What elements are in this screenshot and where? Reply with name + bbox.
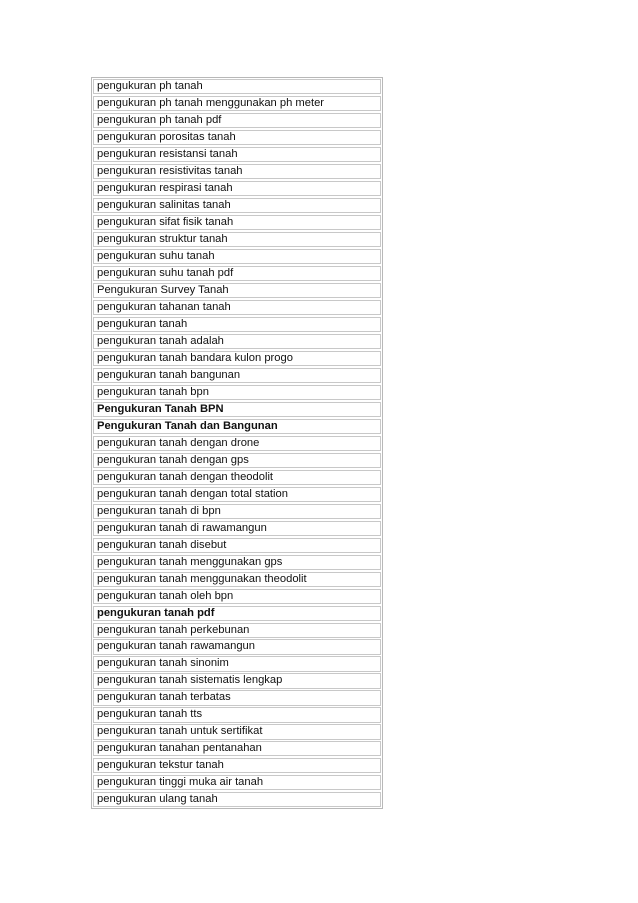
keyword-row[interactable]: pengukuran tanah sistematis lengkap bbox=[93, 673, 381, 688]
keyword-row[interactable]: pengukuran tanah pdf bbox=[93, 606, 381, 621]
keyword-row[interactable]: pengukuran salinitas tanah bbox=[93, 198, 381, 213]
keyword-row[interactable]: Pengukuran Survey Tanah bbox=[93, 283, 381, 298]
keyword-row[interactable]: pengukuran tanah tts bbox=[93, 707, 381, 722]
keyword-row[interactable]: pengukuran tanah rawamangun bbox=[93, 639, 381, 654]
keyword-row[interactable]: pengukuran resistivitas tanah bbox=[93, 164, 381, 179]
keyword-row[interactable]: pengukuran tanah adalah bbox=[93, 334, 381, 349]
keyword-row[interactable]: pengukuran respirasi tanah bbox=[93, 181, 381, 196]
keyword-row[interactable]: pengukuran ph tanah bbox=[93, 79, 381, 94]
keyword-row[interactable]: pengukuran suhu tanah pdf bbox=[93, 266, 381, 281]
keyword-row[interactable]: pengukuran ph tanah menggunakan ph meter bbox=[93, 96, 381, 111]
keyword-row[interactable]: pengukuran tanah dengan gps bbox=[93, 453, 381, 468]
keyword-row[interactable]: pengukuran tahanan tanah bbox=[93, 300, 381, 315]
keyword-row[interactable]: pengukuran tanah dengan drone bbox=[93, 436, 381, 451]
keyword-row[interactable]: pengukuran tanah bbox=[93, 317, 381, 332]
keyword-row[interactable]: pengukuran tanah bangunan bbox=[93, 368, 381, 383]
keyword-row[interactable]: pengukuran ph tanah pdf bbox=[93, 113, 381, 128]
keyword-row[interactable]: pengukuran tanah oleh bpn bbox=[93, 589, 381, 604]
keyword-row[interactable]: pengukuran tanah bpn bbox=[93, 385, 381, 400]
keyword-row[interactable]: pengukuran resistansi tanah bbox=[93, 147, 381, 162]
keyword-row[interactable]: pengukuran tanah perkebunan bbox=[93, 623, 381, 638]
keyword-row[interactable]: pengukuran suhu tanah bbox=[93, 249, 381, 264]
keyword-row[interactable]: Pengukuran Tanah dan Bangunan bbox=[93, 419, 381, 434]
keyword-row[interactable]: pengukuran tanah dengan total station bbox=[93, 487, 381, 502]
keyword-row[interactable]: pengukuran ulang tanah bbox=[93, 792, 381, 807]
keyword-row[interactable]: pengukuran sifat fisik tanah bbox=[93, 215, 381, 230]
keyword-row[interactable]: pengukuran tanah sinonim bbox=[93, 656, 381, 671]
keyword-row[interactable]: pengukuran tanah bandara kulon progo bbox=[93, 351, 381, 366]
keyword-row[interactable]: pengukuran tanah menggunakan gps bbox=[93, 555, 381, 570]
keyword-row[interactable]: pengukuran tanahan pentanahan bbox=[93, 741, 381, 756]
keyword-row[interactable]: pengukuran porositas tanah bbox=[93, 130, 381, 145]
keyword-row[interactable]: pengukuran tanah disebut bbox=[93, 538, 381, 553]
keyword-row[interactable]: pengukuran tekstur tanah bbox=[93, 758, 381, 773]
keyword-row[interactable]: pengukuran tanah menggunakan theodolit bbox=[93, 572, 381, 587]
keyword-row[interactable]: pengukuran tanah terbatas bbox=[93, 690, 381, 705]
keyword-row[interactable]: pengukuran tanah di rawamangun bbox=[93, 521, 381, 536]
keyword-row[interactable]: pengukuran tinggi muka air tanah bbox=[93, 775, 381, 790]
keyword-row[interactable]: pengukuran struktur tanah bbox=[93, 232, 381, 247]
keyword-row[interactable]: pengukuran tanah untuk sertifikat bbox=[93, 724, 381, 739]
keyword-row[interactable]: pengukuran tanah di bpn bbox=[93, 504, 381, 519]
keyword-row[interactable]: pengukuran tanah dengan theodolit bbox=[93, 470, 381, 485]
keyword-row[interactable]: Pengukuran Tanah BPN bbox=[93, 402, 381, 417]
keyword-table bbox=[91, 77, 383, 809]
